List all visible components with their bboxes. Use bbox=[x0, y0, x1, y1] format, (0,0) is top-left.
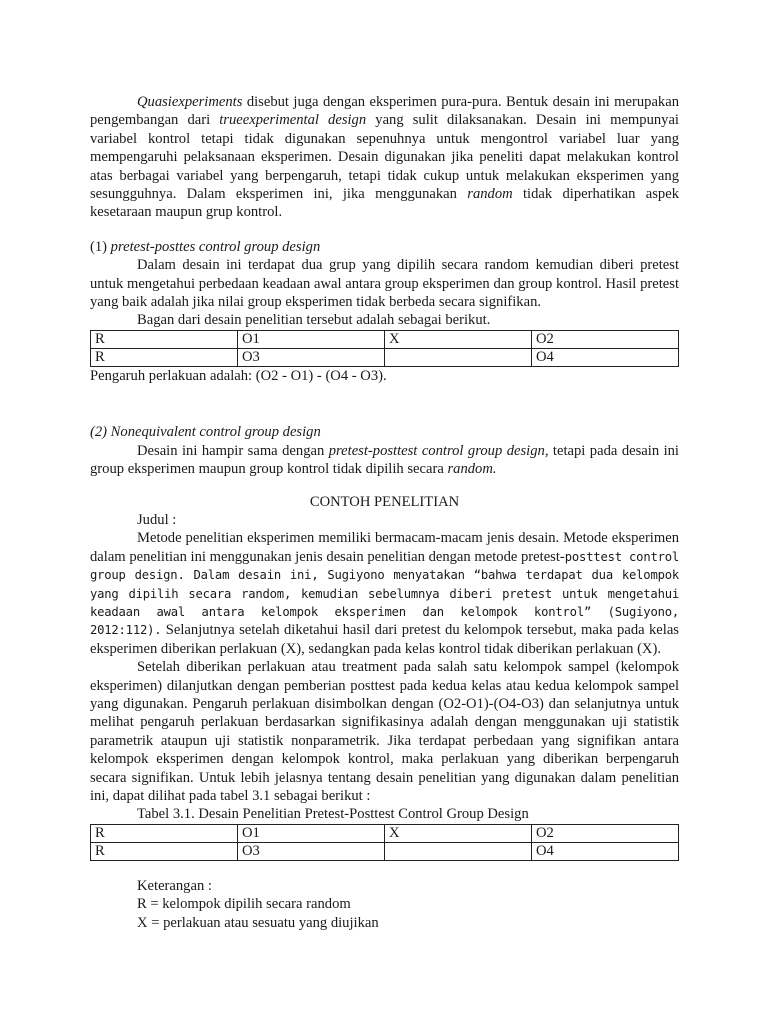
text: yang sulit dilaksanakan. Desain ini mempunyai variabel kontrol tetapi tidak digunakan sepenuhnya untuk mengontrol variabel luar yang mempengaruhi pelaksanaan eksperimen. Desain digunakan jika peneliti dapat melakukan kontrol atas berbagai variabel yang berpengaruh, tetapi tidak cukup untuk melakukan eksperimen yang sesungguhnya. Dalam eksperimen ini, jika menggunakan bbox=[90, 112, 679, 203]
quote-sugiyono: posttest control group design. Dalam desain ini, Sugiyono menyatakan “bahwa terdapat dua kelompok yang dipilih secara random, kemudian sebelumnya diberi pretest untuk mengetahui keadaan awal antara kelompok eksperimen dan kelompok kontrol” (Sugiyono, 2012:112). bbox=[90, 549, 680, 638]
table-cell: R bbox=[91, 330, 238, 348]
table-row bbox=[91, 330, 679, 348]
table-cell: O4 bbox=[532, 348, 679, 366]
table-caption: Tabel 3.1. Desain Penelitian Pretest-Posttest Control Group Design bbox=[137, 806, 529, 823]
table-row bbox=[91, 824, 679, 842]
example-paragraph-1 bbox=[90, 529, 679, 658]
table-cell bbox=[385, 348, 532, 366]
text: Desain ini hampir sama dengan bbox=[137, 442, 329, 459]
design-table-3-1 bbox=[90, 824, 679, 861]
legend-title: Keterangan : bbox=[137, 877, 212, 894]
table-cell: O2 bbox=[532, 330, 679, 348]
section1-heading bbox=[90, 238, 679, 256]
table-cell: O1 bbox=[238, 330, 385, 348]
table-cell: X bbox=[385, 824, 532, 842]
section-title: (2) Nonequivalent control group design bbox=[90, 424, 321, 441]
table-cell: O3 bbox=[238, 842, 385, 860]
table-cell: O1 bbox=[238, 824, 385, 842]
example-judul: Judul : bbox=[137, 511, 177, 528]
table-cell: R bbox=[91, 348, 238, 366]
table-cell: O4 bbox=[532, 842, 679, 860]
legend-x: X = perlakuan atau sesuatu yang diujikan bbox=[137, 914, 379, 931]
section1-effect: Pengaruh perlakuan adalah: (O2 - O1) - (O4 - O3). bbox=[90, 367, 387, 384]
term-trueexperimental: trueexperimental design bbox=[219, 112, 367, 129]
table-cell: R bbox=[91, 824, 238, 842]
table-row bbox=[91, 842, 679, 860]
design-table-1 bbox=[90, 330, 679, 367]
text: tidak diperhatikan aspek kesetaraan maupun grup kontrol. bbox=[90, 186, 679, 221]
table-cell: O2 bbox=[532, 824, 679, 842]
section1-table-intro: Bagan dari desain penelitian tersebut adalah sebagai berikut. bbox=[137, 312, 491, 329]
term-random: random bbox=[467, 186, 513, 203]
table-row bbox=[91, 348, 679, 366]
document-page bbox=[90, 93, 679, 932]
table-cell: O3 bbox=[238, 348, 385, 366]
text: disebut juga dengan eksperimen pura-pura. Bentuk desain ini merupakan pengembangan dari bbox=[90, 94, 679, 129]
text: , tetapi pada desain ini group eksperimen maupun group kontrol tidak dipilih secara bbox=[90, 442, 679, 478]
section1-body: Dalam desain ini terdapat dua grup yang dipilih secara random kemudian diberi pretest untuk mengetahui perbedaan keadaan awal antara group eksperimen dan group kontrol. Hasil pretest yang baik adalah jika nilai group eksperimen tidak berbeda secara signifikan. bbox=[90, 257, 679, 311]
term-random: random. bbox=[447, 461, 497, 478]
section-title: pretest-posttes control group design bbox=[110, 238, 321, 255]
term-pretest-posttest: pretest-posttest control group design bbox=[328, 442, 545, 459]
table-cell: X bbox=[385, 330, 532, 348]
example-paragraph-2: Setelah diberikan perlakuan atau treatment pada salah satu kelompok sampel (kelompok eksperimen) dilanjutkan dengan pemberian posttest pada kedua kelas atau kedua kelompok sampel yang digunakan. Pengaruh perlakuan disimbolkan dengan (O2-O1)-(O4-O3) dan selanjutnya untuk melihat pengaruh perlakuan berdasarkan signifikasinya adalah dengan menggunakan uji statistik parametrik ataupun uji statistik nonparametrik. Jika terdapat perbedaan yang signifikan antara kelompok eksperimen dengan kelompok kontrol, maka perlakuan yang diberikan berpengaruh secara signifikan. Untuk lebih jelasnya tentang desain penelitian yang digunakan dalam penelitian ini, dapat dilihat pada tabel 3.1 sebagai berikut : bbox=[90, 659, 679, 804]
legend-r: R = kelompok dipilih secara random bbox=[137, 896, 351, 913]
text: Metode penelitian eksperimen memiliki bermacam-macam jenis desain. Metode eksperimen dalam penelitian ini menggunakan jenis desain penelitian dengan metode pretest- bbox=[90, 530, 679, 565]
term-quasiexperiments: Quasiexperiments bbox=[137, 94, 243, 110]
table-cell: R bbox=[91, 842, 238, 860]
section2-heading bbox=[90, 423, 679, 441]
table-cell bbox=[385, 842, 532, 860]
text: Selanjutnya setelah diketahui hasil dari pretest du kelompok tersebut, maka pada kelas eksperimen diberikan perlakuan (X), sedangkan pada kelas kontrol tidak diberikan perlakuan (X). bbox=[90, 622, 679, 657]
paragraph-quasiexperiments bbox=[90, 93, 679, 222]
section-number: (1) bbox=[90, 238, 111, 255]
section2-body bbox=[90, 442, 679, 479]
example-heading: CONTOH PENELITIAN bbox=[309, 493, 460, 510]
